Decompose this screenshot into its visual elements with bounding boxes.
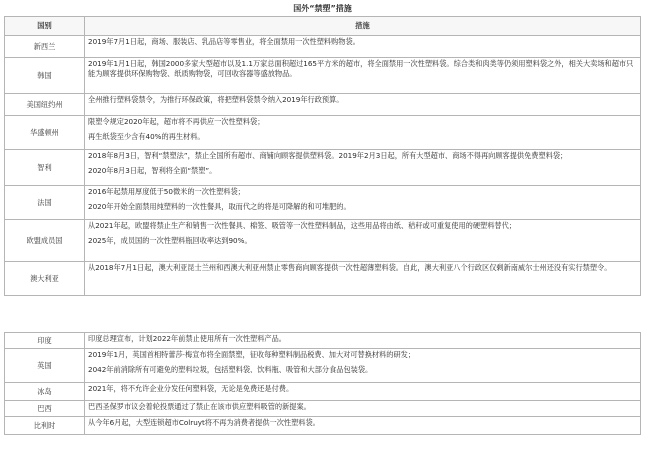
- measures-cell: [85, 401, 641, 417]
- country-cell: 法国: [5, 186, 85, 220]
- table-row: [5, 186, 641, 220]
- table-row: [5, 262, 641, 296]
- measure-text: 从2018年7月1日起，澳大利亚昆士兰州和西澳大利亚州禁止零售商向顾客提供一次性超薄塑料袋。自此，澳大利亚八个行政区仅剩新南威尔士州还没有实行禁塑令。: [88, 263, 612, 272]
- measures-table-top: [4, 16, 641, 296]
- measure-text: 2018年8月3日，智利“禁塑法”，禁止全国所有超市、商铺向顾客提供塑料袋。2019年2月3日起，所有大型超市、商场不得再向顾客提供免费塑料袋；: [88, 151, 568, 160]
- table-row: [5, 401, 641, 417]
- country-cell: 欧盟成员国: [5, 220, 85, 262]
- measure-text: 2020年开始全面禁用纯塑料的一次性餐具，取而代之的将是可降解的和可堆肥的。: [88, 202, 351, 211]
- measure-text: 巴西圣保罗市议会着轮投票通过了禁止在该市供应塑料吸管的新提案。: [88, 402, 311, 411]
- country-cell: 澳大利亚: [5, 262, 85, 296]
- table-row: [5, 150, 641, 186]
- measure-text: 从今年6月起，大型连锁超市Colruyt将不再为消费者提供一次性塑料袋。: [88, 418, 320, 427]
- measures-cell: [85, 116, 641, 150]
- country-cell: 印度: [5, 333, 85, 349]
- measures-cell: [85, 58, 641, 94]
- country-cell: 英国: [5, 349, 85, 383]
- header-country: 国别: [5, 17, 85, 36]
- header-measures: 措施: [85, 17, 641, 36]
- table-row: [5, 116, 641, 150]
- measures-cell: [85, 417, 641, 435]
- table-row: [5, 36, 641, 58]
- measure-text: 2019年1月1日起，韩国2000多家大型超市以及1.1万家总面积超过165平方米的超市，将全面禁用一次性塑料袋。综合类和肉类等仍须用塑料袋之外，相关大卖场和超市只能为顾客提供环保购物袋、纸质购物袋，可回收容器等盛放物品。: [88, 59, 634, 78]
- country-cell: 智利: [5, 150, 85, 186]
- country-cell: 美国纽约州: [5, 94, 85, 116]
- measure-text: 2019年1月，英国首相特蕾莎·梅宣布将全面禁塑，征收每种塑料制品税费、加大对可替换材料的研发；: [88, 350, 416, 359]
- measure-text: 从2021年起，欧盟将禁止生产和销售一次性餐具、棉签、吸管等一次性塑料制品，这些用品将由纸、秸秆或可重复使用的硬塑料替代；: [88, 221, 516, 230]
- measure-text: 2021年，将不允许企业分发任何塑料袋，无论是免费还是付费。: [88, 384, 294, 393]
- measures-cell: [85, 333, 641, 349]
- table-header-row: [5, 17, 641, 36]
- measures-cell: [85, 150, 641, 186]
- measures-cell: [85, 94, 641, 116]
- country-cell: 新西兰: [5, 36, 85, 58]
- measure-text: 限塑令规定2020年起，超市将不再供应一次性塑料袋；: [88, 117, 265, 126]
- measures-cell: [85, 349, 641, 383]
- measure-text: 2019年7月1日起，商场、服装店、乳品店等零售业，将全面禁用一次性塑料购物袋。: [88, 37, 360, 46]
- table-row: [5, 349, 641, 383]
- measure-text: 印度总理宣布，计划2022年前禁止使用所有一次性塑料产品。: [88, 334, 286, 343]
- measure-text: 再生纸袋至少含有40%的再生材料。: [88, 132, 205, 141]
- measures-table-bottom: [4, 332, 641, 435]
- country-cell: 韩国: [5, 58, 85, 94]
- country-cell: 巴西: [5, 401, 85, 417]
- document-title: 国外“禁塑”措施: [293, 4, 352, 13]
- measure-text: 2020年8月3日起，智利将全面“禁塑”。: [88, 166, 217, 175]
- table-row: [5, 333, 641, 349]
- measure-text: 2025年，成员国的一次性塑料瓶回收率达到90%。: [88, 236, 252, 245]
- measures-cell: [85, 186, 641, 220]
- measures-cell: [85, 36, 641, 58]
- country-cell: 比利时: [5, 417, 85, 435]
- table-row: [5, 417, 641, 435]
- country-cell: 冰岛: [5, 383, 85, 401]
- table-row: [5, 94, 641, 116]
- measures-cell: [85, 262, 641, 296]
- measure-text: 2016年起禁用厚度低于50微米的一次性塑料袋；: [88, 187, 245, 196]
- measures-cell: [85, 220, 641, 262]
- table-row: [5, 383, 641, 401]
- measure-text: 全州推行塑料袋禁令，为推行环保政策，将把塑料袋禁令纳入2019年行政预算。: [88, 95, 344, 104]
- measure-text: 2042年前消除所有可避免的塑料垃圾，包括塑料袋、饮料瓶、吸管和大部分食品包装袋。: [88, 365, 373, 374]
- country-cell: 华盛顿州: [5, 116, 85, 150]
- measures-cell: [85, 383, 641, 401]
- table-row: [5, 58, 641, 94]
- table-row: [5, 220, 641, 262]
